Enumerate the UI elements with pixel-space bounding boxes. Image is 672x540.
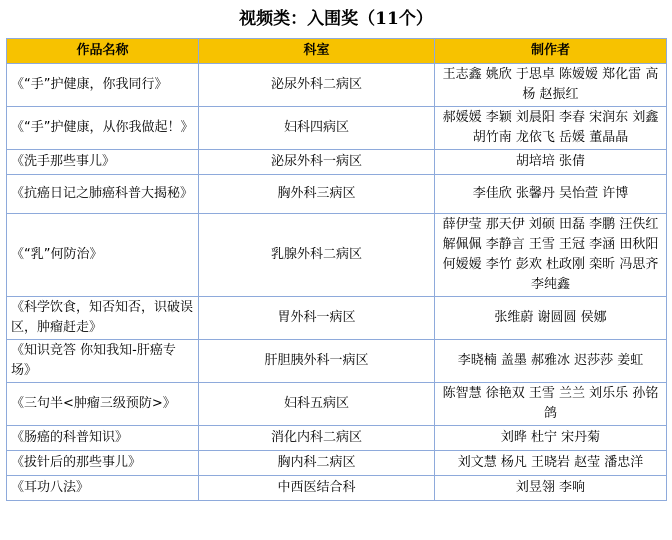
dept-cell: 泌尿外科一病区 bbox=[199, 150, 435, 175]
work-cell: 《洗手那些事儿》 bbox=[7, 150, 199, 175]
dept-cell: 乳腺外科二病区 bbox=[199, 214, 435, 297]
work-cell: 《“手”护健康，你我同行》 bbox=[7, 64, 199, 107]
work-cell: 《抗癌日记之肺癌科普大揭秘》 bbox=[7, 175, 199, 214]
work-cell: 《科学饮食，知否知否，识破误区，肿瘤赶走》 bbox=[7, 297, 199, 340]
makers-cell: 郝媛媛 李颖 刘晨阳 李春 宋润东 刘鑫 胡竹南 龙依飞 岳媛 董晶晶 bbox=[435, 107, 667, 150]
dept-cell: 泌尿外科二病区 bbox=[199, 64, 435, 107]
table-row bbox=[7, 451, 667, 476]
makers-cell: 陈智慧 徐艳双 王雪 兰兰 刘乐乐 孙铭鸽 bbox=[435, 383, 667, 426]
makers-cell: 李晓楠 盖墨 郝雅冰 迟莎莎 姜虹 bbox=[435, 340, 667, 383]
work-cell: 《耳功八法》 bbox=[7, 476, 199, 501]
makers-cell: 薛伊莹 那天伊 刘硕 田磊 李鹏 汪佚红 解佩佩 李静言 王雪 王冠 李涵 田秋阳 何嫒嫒 李竹 彭欢 杜政刚 栾昕 冯思齐 李纯鑫 bbox=[435, 214, 667, 297]
table-header-row bbox=[7, 39, 667, 64]
table-row bbox=[7, 476, 667, 501]
work-cell: 《肠癌的科普知识》 bbox=[7, 426, 199, 451]
makers-cell: 刘晔 杜宁 宋丹菊 bbox=[435, 426, 667, 451]
table-row bbox=[7, 64, 667, 107]
table-row bbox=[7, 383, 667, 426]
table-row bbox=[7, 297, 667, 340]
table-row bbox=[7, 175, 667, 214]
work-cell: 《“手”护健康，从你我做起！》 bbox=[7, 107, 199, 150]
table-row bbox=[7, 340, 667, 383]
makers-cell: 胡培培 张倩 bbox=[435, 150, 667, 175]
work-cell: 《三句半<肿瘤三级预防>》 bbox=[7, 383, 199, 426]
dept-cell: 胃外科一病区 bbox=[199, 297, 435, 340]
work-cell: 《知识竞答 你知我知-肝癌专场》 bbox=[7, 340, 199, 383]
awards-table bbox=[6, 38, 667, 501]
makers-cell: 张维蔚 谢圆圆 侯娜 bbox=[435, 297, 667, 340]
makers-cell: 刘文慧 杨凡 王晓岩 赵莹 潘忠洋 bbox=[435, 451, 667, 476]
dept-cell: 胸外科三病区 bbox=[199, 175, 435, 214]
table-row bbox=[7, 214, 667, 297]
dept-cell: 妇科五病区 bbox=[199, 383, 435, 426]
dept-cell: 肝胆胰外科一病区 bbox=[199, 340, 435, 383]
makers-cell: 王志鑫 姚欣 于思卓 陈嫒嫒 郑化雷 高杨 赵振红 bbox=[435, 64, 667, 107]
table-row bbox=[7, 107, 667, 150]
dept-cell: 妇科四病区 bbox=[199, 107, 435, 150]
header-dept: 科室 bbox=[199, 39, 435, 64]
table-row bbox=[7, 150, 667, 175]
page-title: 视频类：入围奖（11个） bbox=[239, 9, 433, 29]
table-row bbox=[7, 426, 667, 451]
header-makers: 制作者 bbox=[435, 39, 667, 64]
dept-cell: 中西医结合科 bbox=[199, 476, 435, 501]
makers-cell: 刘昱翎 李响 bbox=[435, 476, 667, 501]
makers-cell: 李佳欣 张馨丹 吴怡萱 许博 bbox=[435, 175, 667, 214]
work-cell: 《“乳”何防治》 bbox=[7, 214, 199, 297]
work-cell: 《拔针后的那些事儿》 bbox=[7, 451, 199, 476]
dept-cell: 消化内科二病区 bbox=[199, 426, 435, 451]
header-work: 作品名称 bbox=[7, 39, 199, 64]
dept-cell: 胸内科二病区 bbox=[199, 451, 435, 476]
